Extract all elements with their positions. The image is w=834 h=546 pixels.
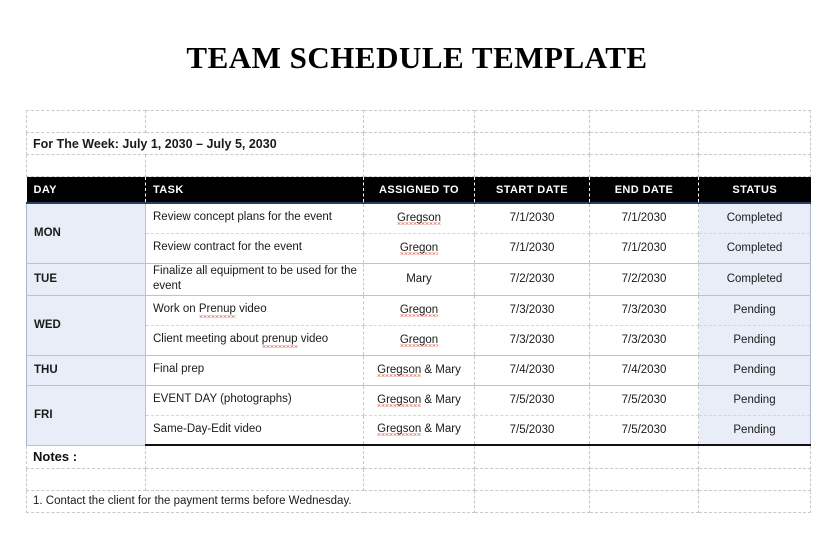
blank-cell <box>590 446 699 468</box>
blank-cell <box>475 155 590 177</box>
blank-cell <box>27 468 146 490</box>
day-label: TUE <box>34 273 57 286</box>
day-cell <box>27 355 146 385</box>
start-date-cell: 7/3/2030 <box>475 295 590 325</box>
table-row <box>27 295 811 325</box>
note-item-text: 1. Contact the client for the payment terms before Wednesday. <box>33 495 352 508</box>
task-cell: EVENT DAY (photographs) <box>146 385 364 415</box>
status-cell: Pending <box>699 355 811 385</box>
start-date-cell: 7/5/2030 <box>475 385 590 415</box>
blank-cell <box>475 133 590 155</box>
column-header-assigned-to: ASSIGNED TO <box>364 177 475 203</box>
status-cell: Pending <box>699 385 811 415</box>
status-cell: Completed <box>699 203 811 233</box>
blank-cell <box>699 155 811 177</box>
misspelled-word: Gregon <box>399 303 439 316</box>
task-cell: Review concept plans for the event <box>146 203 364 233</box>
day-label: THU <box>34 364 58 377</box>
column-header-end-date: END DATE <box>590 177 699 203</box>
notes-label-cell <box>27 446 146 468</box>
note-item-row <box>27 490 811 512</box>
misspelled-word: prenup <box>262 332 298 349</box>
task-cell: Finalize all equipment to be used for the event <box>146 263 364 295</box>
status-cell: Completed <box>699 233 811 263</box>
blank-cell <box>364 133 475 155</box>
blank-cell <box>146 468 364 490</box>
end-date-cell: 7/5/2030 <box>590 385 699 415</box>
schedule-body <box>27 203 811 445</box>
blank-cell <box>699 490 811 512</box>
blank-cell <box>590 133 699 155</box>
table-row <box>27 385 811 415</box>
week-label-cell <box>27 133 364 155</box>
task-cell: Review contract for the event <box>146 233 364 263</box>
column-header-day: DAY <box>27 177 146 203</box>
spreadsheet-area <box>26 110 810 513</box>
start-date-cell: 7/4/2030 <box>475 355 590 385</box>
blank-cell <box>590 468 699 490</box>
table-row <box>27 263 811 295</box>
notes-label-row <box>27 446 811 468</box>
column-header-task: TASK <box>146 177 364 203</box>
assigned-to-cell <box>364 295 475 325</box>
task-cell: Work on Prenup video <box>146 295 364 325</box>
blank-cell <box>364 155 475 177</box>
column-header-start-date: START DATE <box>475 177 590 203</box>
table-header-row <box>27 177 811 203</box>
blank-row <box>27 111 811 133</box>
blank-cell <box>699 446 811 468</box>
status-cell: Pending <box>699 295 811 325</box>
day-cell <box>27 263 146 295</box>
misspelled-word: Prenup <box>199 302 236 319</box>
blank-cell <box>27 155 146 177</box>
start-date-cell: 7/1/2030 <box>475 203 590 233</box>
assigned-to-cell: Gregson & Mary <box>364 385 475 415</box>
day-cell <box>27 203 146 263</box>
assigned-to-cell: Mary <box>364 263 475 295</box>
blank-cell <box>475 468 590 490</box>
notes-grid <box>26 446 811 513</box>
week-label: For The Week: July 1, 2030 – July 5, 2030 <box>33 136 277 151</box>
blank-cell <box>699 468 811 490</box>
week-header-grid <box>26 110 811 177</box>
end-date-cell: 7/5/2030 <box>590 415 699 445</box>
column-header-status: STATUS <box>699 177 811 203</box>
blank-row <box>27 468 811 490</box>
status-cell: Completed <box>699 263 811 295</box>
start-date-cell: 7/1/2030 <box>475 233 590 263</box>
note-item-cell <box>27 490 475 512</box>
blank-cell <box>146 155 364 177</box>
blank-cell <box>699 133 811 155</box>
notes-label: Notes : <box>33 449 78 465</box>
start-date-cell: 7/2/2030 <box>475 263 590 295</box>
day-cell <box>27 295 146 355</box>
task-cell: Final prep <box>146 355 364 385</box>
blank-cell <box>475 490 590 512</box>
task-cell: Client meeting about prenup video <box>146 325 364 355</box>
end-date-cell: 7/1/2030 <box>590 233 699 263</box>
blank-row <box>27 155 811 177</box>
blank-cell <box>364 111 475 133</box>
assigned-to-cell <box>364 325 475 355</box>
start-date-cell: 7/3/2030 <box>475 325 590 355</box>
end-date-cell: 7/4/2030 <box>590 355 699 385</box>
day-cell <box>27 385 146 445</box>
misspelled-word: Gregson <box>396 211 442 224</box>
blank-cell <box>590 490 699 512</box>
blank-cell <box>590 155 699 177</box>
blank-cell <box>475 111 590 133</box>
status-cell: Pending <box>699 415 811 445</box>
misspelled-word: Gregson <box>377 393 422 406</box>
assigned-to-cell: Gregson & Mary <box>364 355 475 385</box>
blank-cell <box>364 446 475 468</box>
table-row <box>27 355 811 385</box>
day-label: FRI <box>34 409 53 422</box>
status-cell: Pending <box>699 325 811 355</box>
misspelled-word: Gregon <box>399 333 439 346</box>
day-label: WED <box>34 319 61 332</box>
assigned-to-cell <box>364 203 475 233</box>
blank-cell <box>146 446 364 468</box>
assigned-to-cell <box>364 233 475 263</box>
blank-cell <box>699 111 811 133</box>
schedule-table <box>26 177 811 446</box>
blank-cell <box>146 111 364 133</box>
misspelled-word: Gregson <box>377 363 422 376</box>
blank-cell <box>475 446 590 468</box>
start-date-cell: 7/5/2030 <box>475 415 590 445</box>
day-label: MON <box>34 227 61 240</box>
misspelled-word: Gregson <box>377 423 422 436</box>
end-date-cell: 7/1/2030 <box>590 203 699 233</box>
blank-cell <box>27 111 146 133</box>
week-row <box>27 133 811 155</box>
end-date-cell: 7/3/2030 <box>590 325 699 355</box>
misspelled-word: Gregon <box>399 241 439 254</box>
page-title: TEAM SCHEDULE TEMPLATE <box>186 40 648 75</box>
end-date-cell: 7/3/2030 <box>590 295 699 325</box>
task-cell: Same-Day-Edit video <box>146 415 364 445</box>
blank-cell <box>590 111 699 133</box>
table-row <box>27 203 811 233</box>
blank-cell <box>364 468 475 490</box>
end-date-cell: 7/2/2030 <box>590 263 699 295</box>
assigned-to-cell: Gregson & Mary <box>364 415 475 445</box>
